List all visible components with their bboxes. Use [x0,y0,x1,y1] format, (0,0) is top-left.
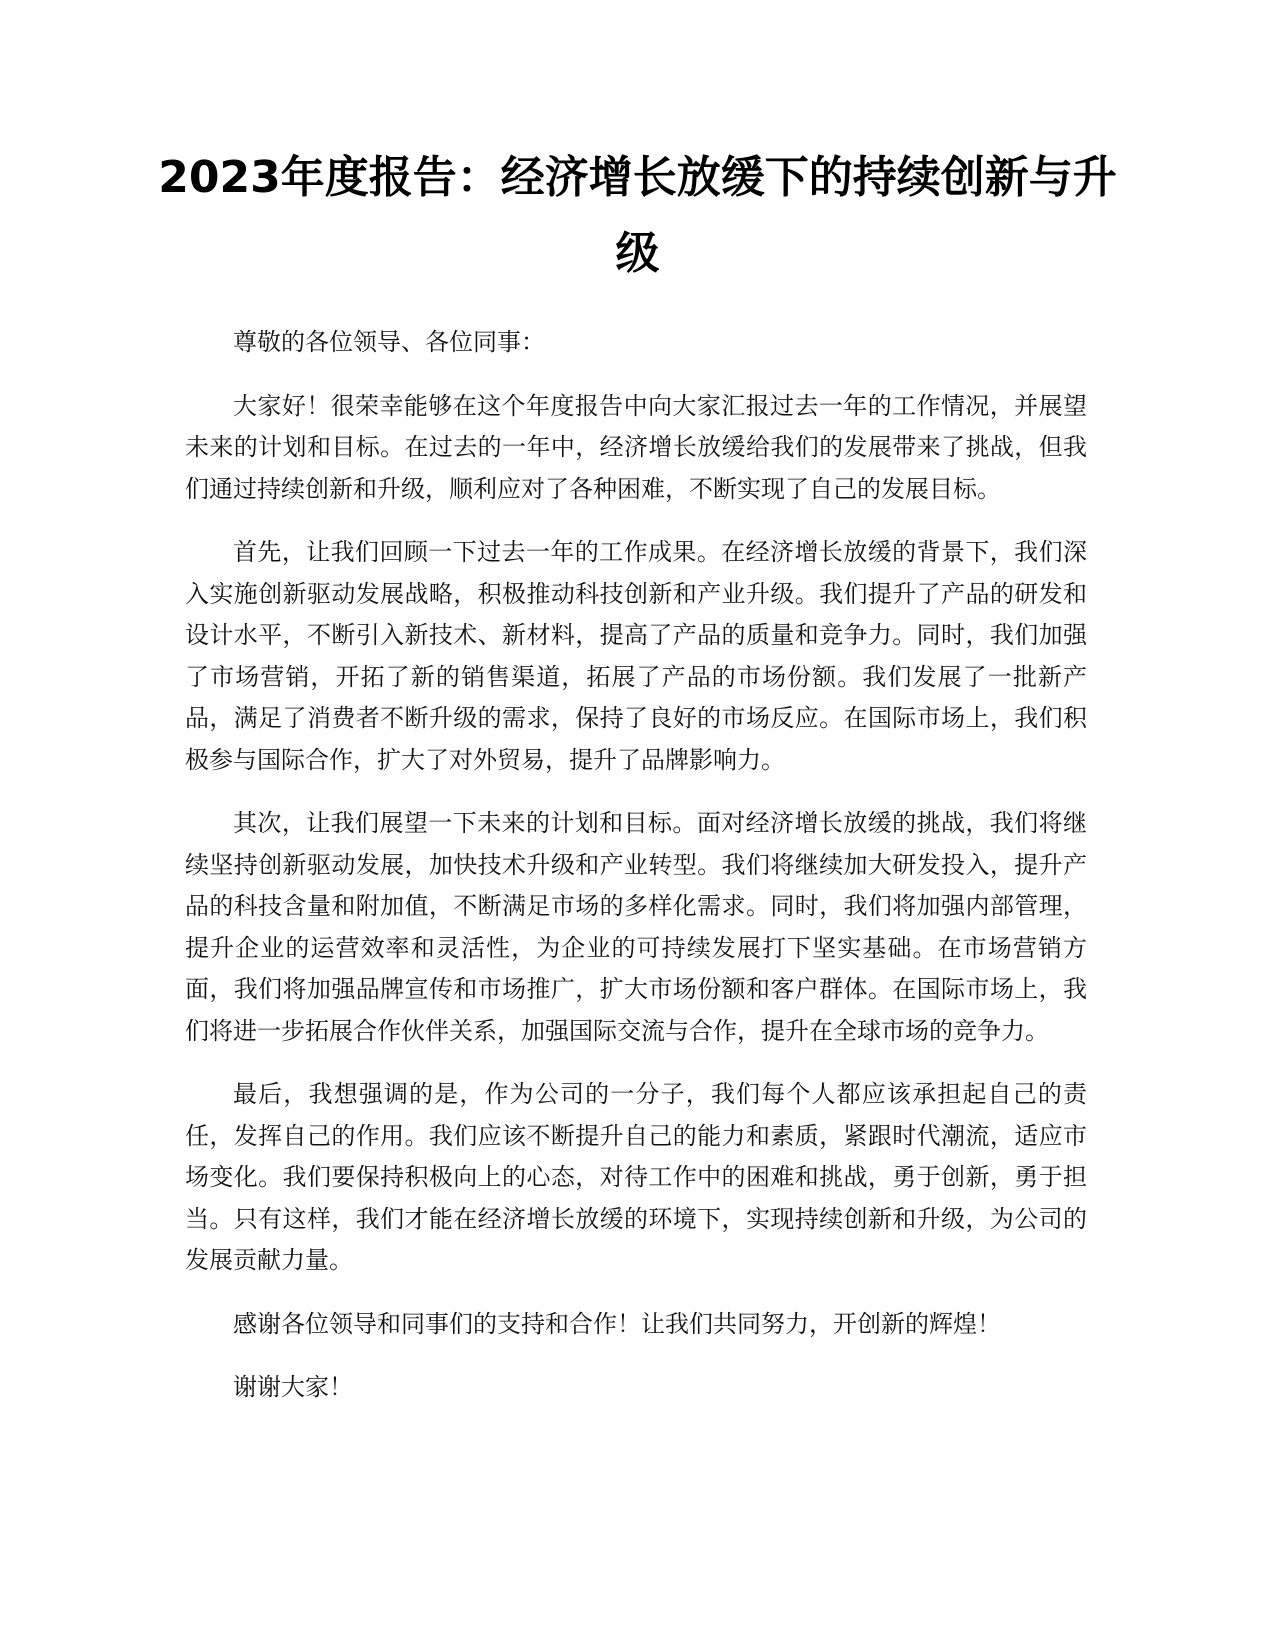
outlook-paragraph: 其次，让我们展望一下未来的计划和目标。面对经济增长放缓的挑战，我们将继续坚持创新驱动发展，加快技术升级和产业转型。我们将继续加大研发投入，提升产品的科技含量和附加值，不断满足市场的多样化需求。同时，我们将加强内部管理，提升企业的运营效率和灵活性，为企业的可持续发展打下坚实基础。在市场营销方面，我们将加强品牌宣传和市场推广，扩大市场份额和客户群体。在国际市场上，我们将进一步拓展合作伙伴关系，加强国际交流与合作，提升在全球市场的竞争力。 [185,809,1087,1045]
document-title: 2023年度报告：经济增长放缓下的持续创新与升级 [158,152,1117,279]
review-paragraph: 首先，让我们回顾一下过去一年的工作成果。在经济增长放缓的背景下，我们深入实施创新驱动发展战略，积极推动科技创新和产业升级。我们提升了产品的研发和设计水平，不断引入新技术、新材料，提高了产品的质量和竞争力。同时，我们加强了市场营销，开拓了新的销售渠道，拓展了产品的市场份额。我们发展了一批新产品，满足了消费者不断升级的需求，保持了良好的市场反应。在国际市场上，我们积极参与国际合作，扩大了对外贸易，提升了品牌影响力。 [185,538,1087,774]
emphasis-paragraph: 最后，我想强调的是，作为公司的一分子，我们每个人都应该承担起自己的责任，发挥自己的作用。我们应该不断提升自己的能力和素质，紧跟时代潮流，适应市场变化。我们要保持积极向上的心态，对待工作中的困难和挑战，勇于创新，勇于担当。只有这样，我们才能在经济增长放缓的环境下，实现持续创新和升级，为公司的发展贡献力量。 [185,1080,1087,1274]
document-body [185,322,1087,1431]
closing-paragraph: 谢谢大家！ [233,1373,353,1401]
thanks-paragraph: 感谢各位领导和同事们的支持和合作！让我们共同努力，开创新的辉煌！ [233,1309,1001,1338]
salutation-paragraph: 尊敬的各位领导、各位同事： [233,328,545,356]
intro-paragraph: 大家好！很荣幸能够在这个年度报告中向大家汇报过去一年的工作情况，并展望未来的计划和目标。在过去的一年中，经济增长放缓给我们的发展带来了挑战，但我们通过持续创新和升级，顺利应对了各种困难，不断实现了自己的发展目标。 [185,391,1087,503]
